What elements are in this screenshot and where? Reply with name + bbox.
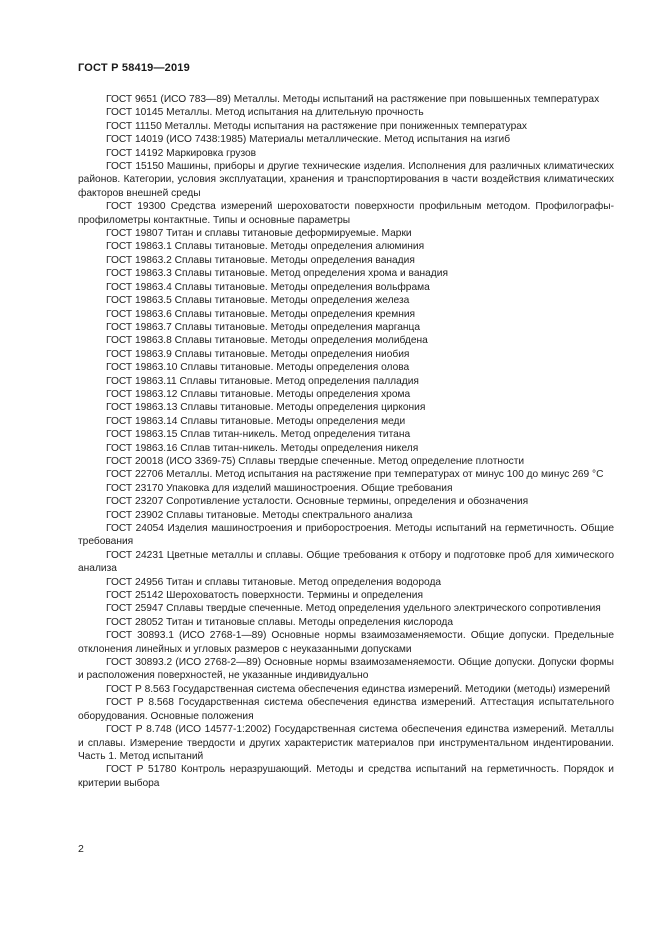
reference-item: ГОСТ 11150 Металлы. Методы испытания на растяжение при пониженных температурах <box>106 120 528 132</box>
reference-item: ГОСТ 19863.12 Сплавы титановые. Методы определения хрома <box>106 388 411 400</box>
reference-item: ГОСТ 23170 Упаковка для изделий машиностроения. Общие требования <box>106 482 453 494</box>
reference-item: ГОСТ 24231 Цветные металлы и сплавы. Общие требования к отбору и подготовке проб для химического анализа <box>78 549 614 575</box>
reference-item: ГОСТ 15150 Машины, приборы и другие технические изделия. Исполнения для различных климатических районов. Категории, условия эксплуатации, хранения и транспортирования в части воздействия климатических факторов внешней среды <box>78 161 614 199</box>
reference-item: ГОСТ 19863.15 Сплав титан-никель. Метод определения титана <box>106 429 411 441</box>
reference-item: ГОСТ Р 8.748 (ИСО 14577-1:2002) Государственная система обеспечения единства измерений. Металлы и сплавы. Измерение твердости и других характеристик материалов при инструментальном индентировании. Часть 1. Метод испытаний <box>78 724 614 762</box>
reference-item: ГОСТ 24054 Изделия машиностроения и приборостроения. Методы испытаний на герметичность. Общие требования <box>78 523 614 548</box>
reference-item: ГОСТ 19863.9 Сплавы титановые. Методы определения ниобия <box>106 348 410 360</box>
reference-item: ГОСТ 25947 Сплавы твердые спеченные. Метод определения удельного электрического сопротивления <box>106 603 601 615</box>
reference-item: ГОСТ 9651 (ИСО 783—89) Металлы. Методы испытаний на растяжение при повышенных температурах <box>106 94 600 105</box>
reference-item: ГОСТ 30893.1 (ИСО 2768-1—89) Основные нормы взаимозаменяемости. Общие допуски. Предельные отклонения линейных и угловых размеров с неуказанными допусками <box>78 630 614 655</box>
reference-item: ГОСТ 23902 Сплавы титановые. Методы спектрального анализа <box>106 509 413 521</box>
page-number: 2 <box>78 843 84 855</box>
reference-item: ГОСТ Р 8.563 Государственная система обеспечения единства измерений. Методики (методы) измерений <box>106 683 611 695</box>
reference-item: ГОСТ 19863.6 Сплавы титановые. Методы определения кремния <box>106 308 416 320</box>
reference-item: ГОСТ 19863.5 Сплавы титановые. Методы определения железа <box>106 295 410 307</box>
reference-item: ГОСТ 19863.1 Сплавы титановые. Методы определения алюминия <box>106 241 425 253</box>
reference-item: ГОСТ 14019 (ИСО 7438:1985) Материалы металлические. Метод испытания на изгиб <box>106 134 511 146</box>
reference-item: ГОСТ 19300 Средства измерений шероховатости поверхности профильным методом. Профилографы-профилометры контактные. Типы и основные параметры <box>78 201 614 226</box>
reference-item: ГОСТ 19863.16 Сплав титан-никель. Методы определения никеля <box>106 442 419 454</box>
document-header: ГОСТ Р 58419—2019 <box>78 62 190 74</box>
reference-item: ГОСТ 19863.3 Сплавы титановые. Метод определения хрома и ванадия <box>106 268 448 280</box>
reference-item: ГОСТ 23207 Сопротивление усталости. Основные термины, определения и обозначения <box>106 496 529 508</box>
reference-item: ГОСТ 19863.7 Сплавы титановые. Методы определения марганца <box>106 321 421 333</box>
reference-item: ГОСТ 19863.4 Сплавы титановые. Методы определения вольфрама <box>106 281 430 293</box>
reference-item: ГОСТ 10145 Металлы. Метод испытания на длительную прочность <box>106 107 424 119</box>
reference-item: ГОСТ 19863.8 Сплавы титановые. Методы определения молибдена <box>106 335 428 347</box>
reference-item: ГОСТ Р 51780 Контроль неразрушающий. Методы и средства испытаний на герметичность. Порядок и критерии выбора <box>78 764 614 789</box>
reference-item: ГОСТ 19863.2 Сплавы титановые. Методы определения ванадия <box>106 254 415 266</box>
normative-references-list <box>78 93 614 790</box>
reference-item: ГОСТ Р 8.568 Государственная система обеспечения единства измерений. Аттестация испытательного оборудования. Основные положения <box>78 697 614 722</box>
reference-item: ГОСТ 28052 Титан и титановые сплавы. Методы определения кислорода <box>106 616 454 628</box>
reference-item: ГОСТ 19863.11 Сплавы титановые. Метод определения палладия <box>106 375 419 387</box>
reference-item: ГОСТ 22706 Металлы. Метод испытания на растяжение при температурах от минус 100 до минус 269 °С <box>106 469 604 481</box>
reference-item: ГОСТ 19863.13 Сплавы титановые. Методы определения циркония <box>106 402 426 414</box>
reference-item: ГОСТ 19863.14 Сплавы титановые. Методы определения меди <box>106 415 406 427</box>
reference-item: ГОСТ 24956 Титан и сплавы титановые. Метод определения водорода <box>106 576 442 588</box>
reference-item: ГОСТ 30893.2 (ИСО 2768-2—89) Основные нормы взаимозаменяемости. Общие допуски. Допуски формы и расположения поверхностей, не указанные индивидуально <box>78 657 614 682</box>
reference-item: ГОСТ 25142 Шероховатость поверхности. Термины и определения <box>106 590 423 602</box>
reference-item: ГОСТ 19807 Титан и сплавы титановые деформируемые. Марки <box>106 228 412 240</box>
reference-item: ГОСТ 14192 Маркировка грузов <box>106 147 257 159</box>
reference-item: ГОСТ 20018 (ИСО 3369-75) Сплавы твердые спеченные. Метод определение плотности <box>106 455 525 467</box>
reference-item: ГОСТ 19863.10 Сплавы титановые. Методы определения олова <box>106 362 410 374</box>
